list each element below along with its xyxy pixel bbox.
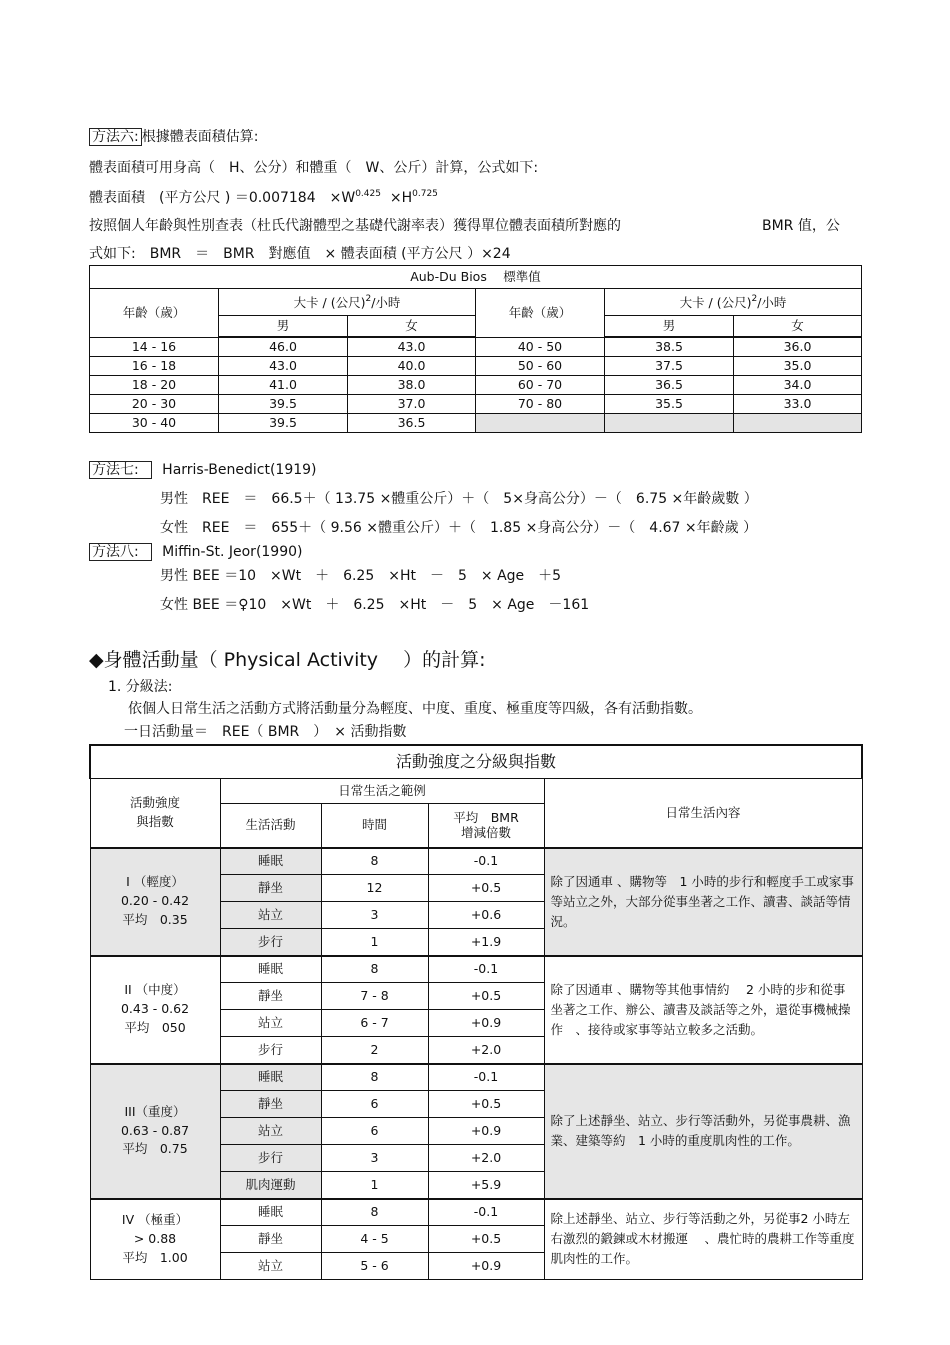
level-3: III（重度） 0.63 - 0.87 平均 0.75 [90, 1064, 220, 1199]
method7-male: 男性 REE ＝ 66.5＋（ 13.75 ×體重公斤）＋（ 5×身高公分）－（ 6.75 ×年齡歲數 ） [160, 491, 758, 507]
col-age-left: 年齡（歲） [90, 289, 219, 338]
section-item1: 1. 分級法: [108, 679, 173, 695]
table-row: 14 - 16 46.0 43.0 40 - 50 38.5 36.0 [90, 337, 862, 357]
table-row: 30 - 40 39.5 36.5 [90, 414, 862, 433]
method8-heading-line [89, 541, 303, 561]
method7-heading-line [89, 459, 317, 479]
method8-label: 方法八: [89, 543, 152, 561]
col-age-right: 年齡（歲） [476, 289, 605, 338]
method6-line3: 按照個人年齡與性別查表（杜氏代謝體型之基礎代謝率表）獲得單位體表面積所對應的 [89, 218, 621, 234]
section-title: 身體活動量（ Physical Activity ）的計算: [103, 649, 486, 671]
diamond-bullet-icon: ◆ [89, 649, 104, 671]
method8-male: 男性 BEE ＝10 ×Wt ＋ 6.25 ×Ht － 5 × Age ＋5 [160, 568, 562, 584]
table-row: III（重度） 0.63 - 0.87 平均 0.75 睡眠 8 -0.1 除了上述靜坐、站立、步行等活動外，另從事農耕、漁業、建築等約 1 小時的重度肌肉性的工作。 [90, 1064, 862, 1091]
method8-name: Miffin-St. Jeor(1990) [162, 544, 303, 560]
level-2-content: 除了因通車 、購物等其他事情約 2 小時的步和從事坐著之工作、辦公、讀書及談話等之外，還從事機械操作 、接待或家事等站立較多之活動。 [544, 956, 862, 1064]
col-bmr: 平均 BMR 增減倍數 [428, 804, 544, 848]
table-row: 站立 3 +0.6 [90, 902, 862, 929]
table-row: 站立 6 - 7 +0.9 [90, 1010, 862, 1037]
level-4-content: 除上述靜坐、站立、步行等活動之外，另從事2 小時左右激烈的鍛鍊或木材搬運 、農忙時的農耕工作等重度肌肉性的工作。 [544, 1199, 862, 1280]
table-row: 站立 5 - 6 +0.9 [90, 1253, 862, 1280]
table2-title: 活動強度之分級與指數 [90, 745, 862, 779]
method6-heading: 根據體表面積估算: [141, 129, 259, 145]
table-row: 16 - 18 43.0 40.0 50 - 60 37.5 35.0 [90, 357, 862, 376]
table-row: 靜坐 6 +0.5 [90, 1091, 862, 1118]
table-row: 18 - 20 41.0 38.0 60 - 70 36.5 34.0 [90, 376, 862, 395]
col-male-right: 男 [605, 316, 734, 338]
method7-name: Harris-Benedict(1919) [162, 462, 317, 478]
table-row: 靜坐 7 - 8 +0.5 [90, 983, 862, 1010]
col-unit-left: 大卡 / (公尺)$^2$/小時 [219, 289, 476, 316]
col-scope: 日常生活之範例 [220, 779, 544, 804]
col-unit-right: 大卡 / (公尺)$^2$/小時 [605, 289, 862, 316]
level-2: II （中度） 0.43 - 0.62 平均 050 [90, 956, 220, 1064]
col-time: 時間 [321, 804, 428, 848]
section-formula: 一日活動量＝ REE（ BMR ） × 活動指數 [124, 724, 407, 740]
method6-heading-line [89, 126, 258, 146]
col-level: 活動強度 與指數 [90, 779, 220, 848]
table-row: 靜坐 4 - 5 +0.5 [90, 1226, 862, 1253]
method6-line3-tail: BMR 值，公 [762, 218, 840, 234]
level-1: I （輕度） 0.20 - 0.42 平均 0.35 [90, 848, 220, 956]
formula-part-a: 體表面積 (平方公尺 ) ＝0.007184 ×W [89, 190, 356, 206]
table-row: 20 - 30 39.5 37.0 70 - 80 35.5 33.0 [90, 395, 862, 414]
activity-level-table [89, 744, 863, 1280]
method7-female: 女性 REE ＝ 655＋（ 9.56 ×體重公斤）＋（ 1.85 ×身高公分）－（ 4.67 ×年齡歲 ） [160, 520, 758, 536]
table-row: II （中度） 0.43 - 0.62 平均 050 睡眠 8 -0.1 除了因通車 、購物等其他事情約 2 小時的步和從事坐著之工作、辦公、讀書及談話等之外，還從事機械操作 、接待或家事等站立較多之活動。 [90, 956, 862, 983]
col-activity: 生活活動 [220, 804, 321, 848]
level-3-content: 除了上述靜坐、站立、步行等活動外，另從事農耕、漁業、建築等約 1 小時的重度肌肉性的工作。 [544, 1064, 862, 1199]
exp-w: 0.425 [355, 189, 381, 199]
section-desc: 依個人日常生活之活動方式將活動量分為輕度、中度、重度、極重度等四級，各有活動指數。 [128, 701, 702, 717]
aub-du-bois-table [89, 265, 862, 433]
table-row: 肌肉運動 1 +5.9 [90, 1172, 862, 1199]
col-female-right: 女 [734, 316, 862, 338]
table-row: 靜坐 12 +0.5 [90, 875, 862, 902]
table-row: 站立 6 +0.9 [90, 1118, 862, 1145]
formula-part-b: ×H [389, 190, 413, 206]
section-title-line [89, 645, 486, 672]
method7-label: 方法七: [89, 461, 152, 479]
table-row: IV （極重） > 0.88 平均 1.00 睡眠 8 -0.1 除上述靜坐、站立、步行等活動之外，另從事2 小時左右激烈的鍛鍊或木材搬運 、農忙時的農耕工作等重度肌肉性的工作。 [90, 1199, 862, 1226]
table-row: 步行 1 +1.9 [90, 929, 862, 956]
level-1-content: 除了因通車 、購物等 1 小時的步行和輕度手工或家事等站立之外，大部分從事坐著之工作、讀書、談話等情況。 [544, 848, 862, 956]
col-female-left: 女 [348, 316, 476, 338]
method6-line4: 式如下: BMR ＝ BMR 對應值 × 體表面積 (平方公尺 ）×24 [89, 246, 511, 262]
exp-h: 0.725 [412, 189, 438, 199]
method8-female: 女性 BEE ＝♀10 ×Wt ＋ 6.25 ×Ht － 5 × Age －161 [160, 597, 590, 613]
method6-label: 方法六: [89, 128, 142, 146]
method6-line1: 體表面積可用身高（ H、公分）和體重（ W、公斤）計算，公式如下: [89, 160, 539, 176]
table-row: 步行 2 +2.0 [90, 1037, 862, 1064]
method6-formula [89, 187, 438, 207]
col-male-left: 男 [219, 316, 348, 338]
table-row: I （輕度） 0.20 - 0.42 平均 0.35 睡眠 8 -0.1 除了因通車 、購物等 1 小時的步行和輕度手工或家事等站立之外，大部分從事坐著之工作、讀書、談話等情況。 [90, 848, 862, 875]
table1-title: Aub-Du Bios 標準值 [90, 266, 862, 289]
col-content: 日常生活內容 [544, 779, 862, 848]
level-4: IV （極重） > 0.88 平均 1.00 [90, 1199, 220, 1280]
table-row: 步行 3 +2.0 [90, 1145, 862, 1172]
